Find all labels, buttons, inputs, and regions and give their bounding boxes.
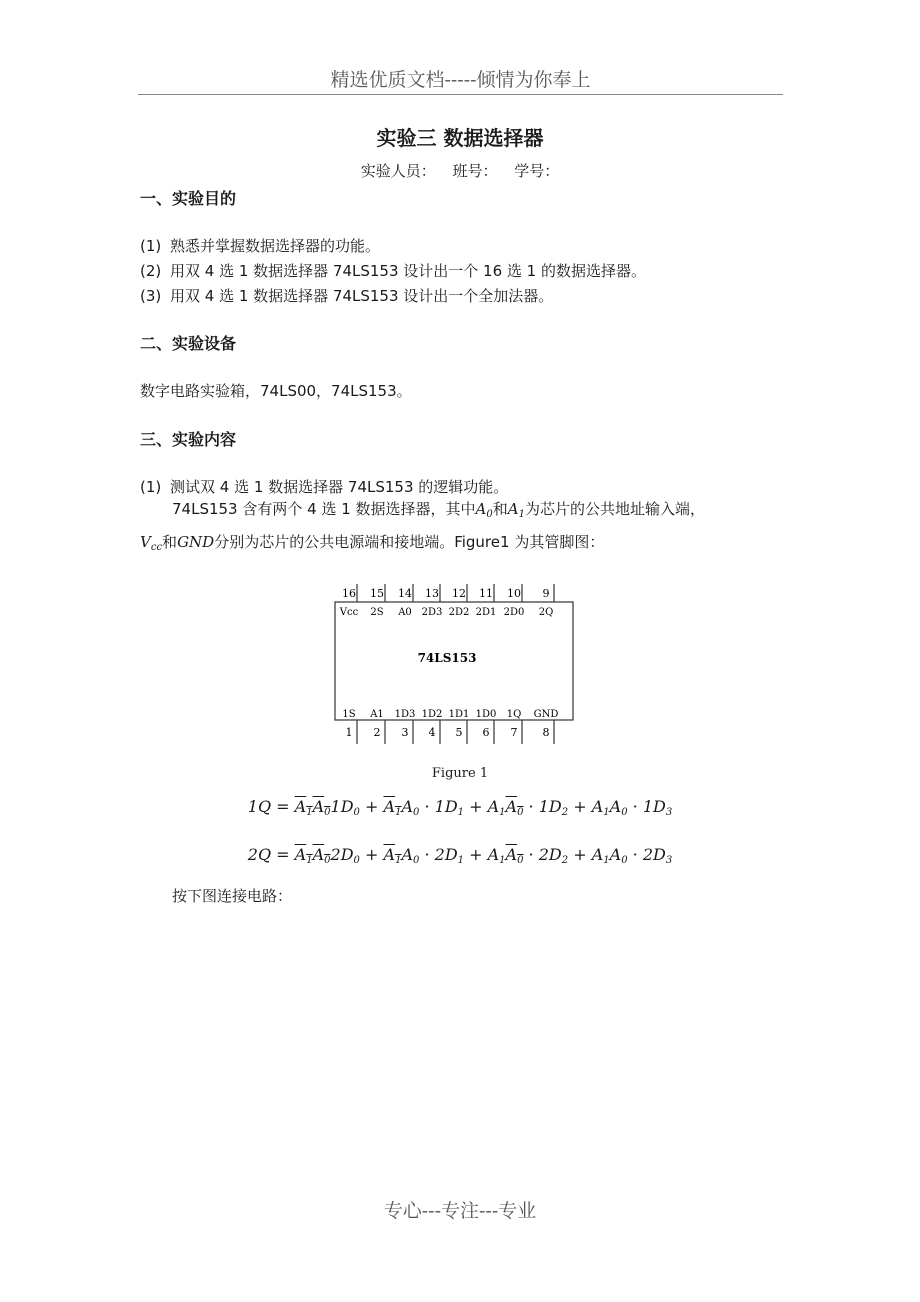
members-label: 实验人员： [360, 162, 436, 180]
a1-symbol: $A_1$ [507, 500, 525, 520]
pin-number: 16 [342, 587, 356, 600]
pin-label: 1D0 [475, 709, 497, 720]
equipment-text: 数字电路实验箱，74LS00，74LS153。 [140, 382, 412, 400]
pin-number: 15 [370, 587, 384, 600]
pin-number: 2 [373, 726, 381, 739]
objective-text: 熟悉并掌握数据选择器的功能。 [170, 237, 381, 255]
description-text: 74LS153 含有两个 4 选 1 数据选择器，其中 [172, 500, 476, 518]
chip-description-cont [140, 531, 604, 553]
pin-label: 2D3 [421, 607, 443, 618]
pin-number: 14 [398, 587, 412, 600]
pin-label: 2D1 [475, 607, 497, 618]
gnd-symbol: GND [177, 533, 215, 551]
section-heading-content: 三、实验内容 [140, 430, 237, 449]
chip-description [172, 498, 705, 520]
a0-symbol: $A_0$ [475, 500, 493, 520]
pin-number: 12 [452, 587, 466, 600]
pin-number: 8 [542, 726, 550, 739]
pin-label: 1D1 [448, 709, 470, 720]
description-text: 分别为芯片的公共电源端和接地端。Figure1 为其管脚图： [214, 533, 605, 551]
class-label: 班号： [452, 162, 498, 180]
document-title: 实验三 数据选择器 [376, 126, 544, 150]
section-heading-equipment: 二、实验设备 [140, 334, 237, 353]
objective-number: (2) [140, 262, 162, 280]
pin-number: 13 [425, 587, 439, 600]
description-text: 为芯片的公共地址输入端， [524, 500, 705, 518]
objective-item [140, 235, 380, 256]
pin-label: 2Q [538, 607, 554, 618]
vcc-symbol: $V_{cc}$ [140, 533, 163, 553]
pin-label: 1S [342, 709, 356, 720]
pin-label: GND [533, 709, 559, 720]
pin-number: 9 [542, 587, 550, 600]
content-item-text: 测试双 4 选 1 数据选择器 74LS153 的逻辑功能。 [170, 478, 509, 496]
formula-1q: $1Q = A_1A_01D_0 + A_1A_0 \cdot 1D_1 + A_1A_0 \cdot 1D_2 + A_1A_0 \cdot 1D_3$ [247, 797, 673, 818]
content-number: (1) [140, 478, 162, 496]
pin-label: 1D3 [394, 709, 416, 720]
pin-label: 2D2 [448, 607, 470, 618]
formula-2q: $2Q = A_1A_02D_0 + A_1A_0 \cdot 2D_1 + A_1A_0 \cdot 2D_2 + A_1A_0 \cdot 2D_3$ [247, 845, 673, 866]
objective-number: (3) [140, 287, 162, 305]
description-text: 和 [162, 533, 178, 551]
pin-number: 10 [507, 587, 521, 600]
objective-text: 用双 4 选 1 数据选择器 74LS153 设计出一个 16 选 1 的数据选择器。 [170, 262, 646, 280]
page-header: 精选优质文档-----倾情为你奉上 [138, 66, 783, 95]
objective-number: (1) [140, 237, 162, 255]
objective-item [140, 260, 646, 281]
objective-text: 用双 4 选 1 数据选择器 74LS153 设计出一个全加法器。 [170, 287, 554, 305]
description-text: 和 [492, 500, 508, 518]
connect-instruction: 按下图连接电路： [172, 887, 293, 905]
pin-number: 3 [401, 726, 409, 739]
pin-number: 1 [345, 726, 353, 739]
figure-caption: Figure 1 [431, 766, 489, 781]
pin-number: 11 [479, 587, 493, 600]
author-line [0, 160, 920, 181]
pin-number: 4 [428, 726, 436, 739]
chip-name: 74LS153 [417, 651, 477, 665]
pin-number: 6 [482, 726, 490, 739]
id-label: 学号： [514, 162, 560, 180]
pin-label: 1Q [506, 709, 522, 720]
content-item [140, 476, 508, 497]
objective-item [140, 285, 553, 306]
pin-label: 2S [370, 607, 384, 618]
pin-label: 1D2 [421, 709, 443, 720]
chip-pinout-diagram [325, 580, 585, 750]
pin-label: Vcc [339, 607, 359, 618]
section-heading-objectives: 一、实验目的 [140, 189, 237, 208]
page-footer: 专心---专注---专业 [383, 1200, 537, 1222]
pin-number: 7 [510, 726, 518, 739]
pin-label: A0 [398, 607, 412, 618]
pin-label: A1 [370, 709, 384, 720]
pin-label: 2D0 [503, 607, 525, 618]
pin-number: 5 [455, 726, 463, 739]
